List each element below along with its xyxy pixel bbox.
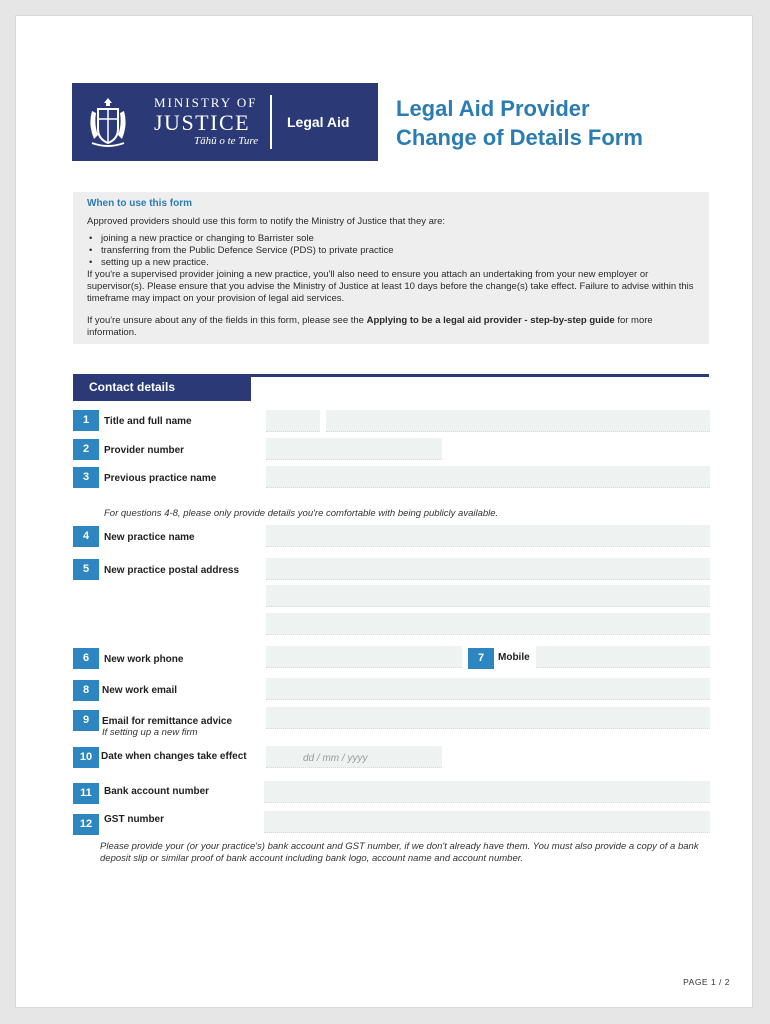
work-phone-input[interactable] <box>266 646 462 668</box>
info-unsure: If you're unsure about any of the fields in this form, please see the Applying to be a legal aid provider - step-by-step guide for more information. <box>87 315 653 338</box>
question-number: 5 <box>73 559 99 580</box>
coat-of-arms-icon <box>86 95 130 149</box>
bank-note: Please provide your (or your practice's) bank account and GST number, if we don't already have them. You must also provide a copy of a bank deposit slip or similar proof of bank account including bank logo, account name and account number. <box>100 841 699 864</box>
section-title: Contact details <box>73 374 251 401</box>
info-bullet: • transferring from the Public Defence Service (PDS) to private practice <box>87 245 695 257</box>
title-input[interactable] <box>266 410 320 432</box>
remittance-email-input[interactable] <box>266 707 710 729</box>
question-number: 4 <box>73 526 99 547</box>
guide-link[interactable]: Applying to be a legal aid provider - step-by-step guide <box>366 315 615 326</box>
question-number: 2 <box>73 439 99 460</box>
question-number: 6 <box>73 648 99 669</box>
form-title <box>396 94 716 152</box>
info-bullet-list <box>87 233 695 269</box>
remittance-email-sublabel: If setting up a new firm <box>102 727 198 738</box>
info-bullet: • setting up a new practice. <box>87 257 695 269</box>
provider-number-input[interactable] <box>266 438 442 460</box>
info-heading: When to use this form <box>87 198 192 209</box>
provider-number-label: Provider number <box>104 445 185 456</box>
question-number: 7 <box>468 648 494 669</box>
previous-practice-input[interactable] <box>266 466 710 488</box>
full-name-input[interactable] <box>326 410 710 432</box>
new-practice-input[interactable] <box>266 525 710 547</box>
form-page <box>15 15 753 1008</box>
date-placeholder: dd / mm / yyyy <box>303 753 368 764</box>
question-number: 8 <box>73 680 99 701</box>
question-number: 12 <box>73 814 99 835</box>
mobile-label: Mobile <box>498 652 530 663</box>
info-bullet: • joining a new practice or changing to Barrister sole <box>87 233 695 245</box>
question-number: 10 <box>73 747 99 768</box>
page-number: PAGE 1 / 2 <box>683 977 730 987</box>
question-number: 3 <box>73 467 99 488</box>
question-number: 11 <box>73 783 99 804</box>
form-title-line1: Legal Aid Provider <box>396 96 590 121</box>
work-email-input[interactable] <box>266 678 710 700</box>
work-phone-label: New work phone <box>104 654 184 665</box>
info-intro: Approved providers should use this form to notify the Ministry of Justice that they are: <box>87 216 446 227</box>
title-name-label: Title and full name <box>104 416 192 427</box>
banner-divider <box>270 95 272 149</box>
gst-number-label: GST number <box>104 814 165 825</box>
work-email-label: New work email <box>102 685 178 696</box>
ministry-name-line2: JUSTICE <box>154 110 251 135</box>
postal-address-line2[interactable] <box>266 585 710 607</box>
new-practice-label: New practice name <box>104 532 195 543</box>
ministry-name-line1: MINISTRY OF <box>154 95 258 110</box>
form-title-line2: Change of Details Form <box>396 125 643 150</box>
question-number: 1 <box>73 410 99 431</box>
previous-practice-label: Previous practice name <box>104 473 217 484</box>
bank-account-label: Bank account number <box>104 786 210 797</box>
ministry-logo-banner <box>72 83 378 161</box>
ministry-motto: Tāhū o te Ture <box>194 135 259 147</box>
postal-address-label: New practice postal address <box>104 565 240 576</box>
bank-account-input[interactable] <box>264 781 710 803</box>
questions-note: For questions 4-8, please only provide details you're comfortable with being publicly available. <box>104 508 499 519</box>
info-supervised: If you're a supervised provider joining a new practice, you'll also need to ensure you attach an undertaking from your new employer or supervisor(s). Please ensure that you advise the Ministry of Justice at least 10 days before the change(s) take effect. Failure to advise within this timeframe may impact on your provision of legal aid services. <box>87 269 694 304</box>
remittance-email-label: Email for remittance advice <box>102 716 233 727</box>
question-number: 9 <box>73 710 99 731</box>
mobile-input[interactable] <box>536 646 710 668</box>
legal-aid-label: Legal Aid <box>287 114 350 130</box>
postal-address-line1[interactable] <box>266 558 710 580</box>
when-to-use-box <box>73 192 709 344</box>
gst-number-input[interactable] <box>264 811 710 833</box>
postal-address-line3[interactable] <box>266 613 710 635</box>
effective-date-label: Date when changes take effect <box>101 751 247 762</box>
